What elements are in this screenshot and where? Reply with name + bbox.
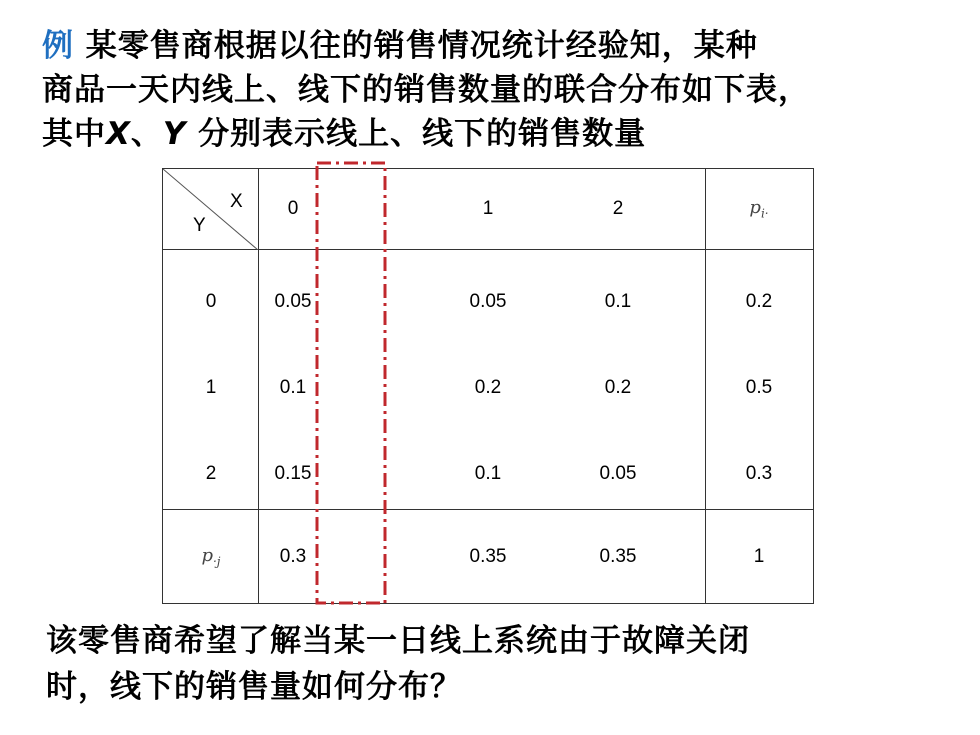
table-row [163, 431, 813, 517]
problem-line-2: 商品一天内线上、线下的销售数量的联合分布如下表， [42, 72, 810, 108]
table-cell: 0.05 [599, 463, 637, 484]
column-highlight-box [314, 160, 390, 608]
header-cell: 1 [482, 198, 494, 219]
grand-total: 1 [753, 546, 765, 567]
question-line-2: 时，线下的销售量如何分布？ [46, 669, 462, 705]
question [46, 618, 946, 710]
row-label: 2 [205, 463, 217, 484]
question-line-1: 该零售商希望了解当某一日线上系统由于故障关闭 [46, 623, 750, 659]
variable-x: X [106, 116, 131, 152]
header-cell: 2 [612, 198, 624, 219]
column-marginal: 0.3 [279, 546, 307, 567]
header-cell: 0 [287, 198, 299, 219]
corner-x-label: X [230, 191, 243, 212]
table-cell: 0.05 [469, 291, 507, 312]
row-marginal: 0.5 [745, 377, 773, 398]
example-label: 例 [42, 28, 74, 64]
problem-statement [42, 24, 972, 156]
header-divider [163, 249, 813, 250]
joint-distribution-table [162, 168, 814, 604]
totals-row [163, 510, 813, 604]
column-marginal: 0.35 [599, 546, 637, 567]
table-cell: 0.15 [274, 463, 312, 484]
separator: 、 [130, 116, 163, 152]
table-cell: 0.05 [274, 291, 312, 312]
row-label: 1 [205, 377, 217, 398]
table-cell: 0.1 [474, 463, 502, 484]
problem-line-3 [42, 112, 972, 156]
totals-label: $p_{\cdot j}$ [201, 545, 221, 569]
problem-text-1: 某零售商根据以往的销售情况统计经验知，某种 [74, 28, 758, 64]
table-cell: 0.1 [279, 377, 307, 398]
row-marginal: 0.2 [745, 291, 773, 312]
table-cell: 0.2 [604, 377, 632, 398]
corner-y-label: Y [193, 215, 206, 236]
header-row [163, 169, 813, 249]
row-label: 0 [205, 291, 217, 312]
column-marginal: 0.35 [469, 546, 507, 567]
table-cell: 0.2 [474, 377, 502, 398]
problem-text-3a: 其中 [42, 116, 106, 152]
variable-y: Y [162, 116, 187, 152]
header-marginal-cell: $p_{i\cdot}$ [749, 197, 769, 221]
row-marginal: 0.3 [745, 463, 773, 484]
problem-text-3b: 分别表示线上、线下的销售数量 [186, 116, 647, 152]
table-row [163, 345, 813, 431]
problem-line-1 [42, 24, 972, 68]
table-cell: 0.1 [604, 291, 632, 312]
table-row [163, 259, 813, 345]
